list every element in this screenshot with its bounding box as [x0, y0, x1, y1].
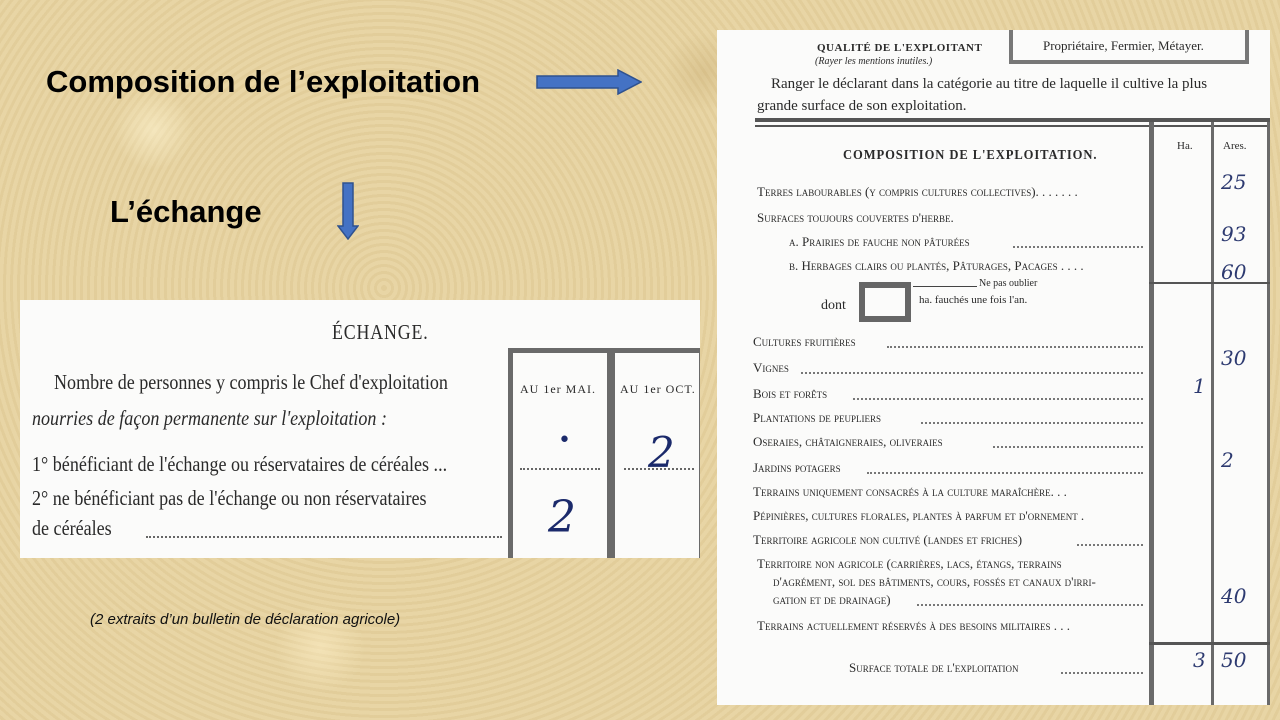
echange-value-row1-mai: •	[558, 428, 571, 453]
echange-line-4: 2° ne bénéficiant pas de l'échange ou non réservataires	[32, 486, 427, 510]
dont-note: ha. fauchés une fois l'an.	[919, 294, 1028, 306]
row-bois-forets: Bois et forêts	[753, 386, 828, 401]
echange-col-header-mai: AU 1er MAI.	[520, 382, 596, 396]
echange-title: ÉCHANGE.	[332, 320, 429, 344]
composition-extract-image	[717, 30, 1270, 705]
row-surface-totale: Surface totale de l'exploitation	[849, 660, 1019, 675]
row-terres-labourables: Terres labourables (y compris cultures collectives). . . . . . .	[757, 184, 1078, 199]
value-total-ares: 50	[1221, 648, 1247, 672]
column-header-ha: Ha.	[1177, 140, 1193, 152]
qualite-options: Propriétaire, Fermier, Métayer.	[1043, 38, 1204, 53]
caption: (2 extraits d’un bulletin de déclaration agricole)	[90, 611, 401, 628]
echange-line-5: de céréales	[32, 516, 112, 540]
note-ne-pas-oublier: Ne pas oublier	[979, 278, 1038, 289]
dot-leader	[853, 398, 1143, 400]
row-territoire-non-agricole-3: gation et de drainage)	[773, 592, 891, 607]
dot-leader	[867, 472, 1143, 474]
dot-leader	[801, 372, 1143, 374]
value-bois-ha: 1	[1193, 374, 1206, 398]
row-peupliers: Plantations de peupliers	[753, 410, 882, 425]
row-surfaces-herbe: Surfaces toujours couvertes d'herbe.	[757, 210, 954, 225]
title-echange: L’échange	[110, 194, 262, 229]
value-herbages-ares: 60	[1221, 260, 1247, 284]
dont-box	[859, 282, 911, 322]
row-herbages: b. Herbages clairs ou plantés, Pâturages, Pacages . . . .	[789, 258, 1084, 273]
row-maraichere: Terrains uniquement consacrés à la culture maraîchère. . .	[753, 484, 1067, 499]
ranger-line-1: Ranger le déclarant dans la catégorie au titre de laquelle il cultive la plus	[771, 76, 1208, 92]
dont-label: dont	[821, 298, 846, 313]
dot-leader	[887, 346, 1143, 348]
dot-leader	[1077, 544, 1143, 546]
echange-cell-line	[520, 468, 600, 470]
row-prairies-fauche: a. Prairies de fauche non pâturées	[789, 234, 970, 249]
qualite-note: (Rayer les mentions inutiles.)	[815, 56, 933, 67]
echange-extract-image	[20, 300, 700, 558]
divider	[755, 118, 1270, 122]
column-ares-right-border	[1267, 122, 1270, 705]
row-territoire-agricole: Territoire agricole non cultivé (landes et friches)	[753, 532, 1023, 547]
row-jardins-potagers: Jardins potagers	[753, 460, 841, 475]
value-jardins-ares: 2	[1221, 448, 1234, 472]
row-militaires: Terrains actuellement réservés à des besoins militaires . . .	[757, 618, 1071, 633]
note-pointer-line	[913, 286, 977, 287]
column-ha-left-border	[1149, 122, 1154, 705]
echange-value-row1-oct: 2	[648, 428, 675, 477]
row-cultures-fruitieres: Cultures fruitières	[753, 334, 856, 349]
dot-leader	[1013, 246, 1143, 248]
total-divider	[1149, 642, 1270, 645]
dot-leader	[993, 446, 1143, 448]
row-territoire-non-agricole-2: d'agrément, sol des bâtiments, cours, fossés et canaux d'irri-	[773, 574, 1096, 589]
dot-leader	[921, 422, 1143, 424]
dot-leader	[917, 604, 1143, 606]
arrow-right-icon	[536, 69, 642, 95]
echange-col-header-oct: AU 1er OCT.	[620, 382, 696, 396]
row-pepinieres: Pépinières, cultures florales, plantes à parfum et d'ornement .	[753, 508, 1085, 523]
column-header-ares: Ares.	[1223, 140, 1247, 152]
echange-line-2	[32, 406, 387, 431]
value-terres-ares: 25	[1221, 170, 1247, 194]
title-composition: Composition de l’exploitation	[46, 64, 480, 99]
echange-line-1: Nombre de personnes y compris le Chef d'exploitation	[54, 370, 448, 394]
value-prairies-ares: 93	[1221, 222, 1247, 246]
row-divider	[1149, 282, 1270, 284]
divider	[755, 125, 1270, 127]
composition-section-title: COMPOSITION DE L'EXPLOITATION.	[843, 148, 1098, 163]
echange-line-3: 1° bénéficiant de l'échange ou réservataires de céréales ...	[32, 452, 448, 476]
row-territoire-non-agricole: Territoire non agricole (carrières, lacs, étangs, terrains	[757, 556, 1062, 571]
arrow-down-icon	[337, 182, 359, 240]
value-non-agricole-ares: 40	[1221, 584, 1247, 608]
echange-dot-leader	[146, 536, 502, 538]
qualite-label: QUALITÉ DE L'EXPLOITANT	[817, 42, 983, 54]
echange-value-row2-mai: 2	[548, 492, 576, 543]
echange-line-2-text: nourries de façon permanente sur l'exploitation :	[32, 406, 387, 430]
value-vignes-ares: 30	[1221, 346, 1247, 370]
ranger-line-2: grande surface de son exploitation.	[757, 98, 967, 114]
column-ares-left-border	[1211, 122, 1214, 705]
row-oseraies: Oseraies, châtaigneraies, oliveraies	[753, 434, 943, 449]
value-total-ha: 3	[1193, 648, 1206, 672]
dot-leader	[1061, 672, 1143, 674]
row-vignes: Vignes	[753, 360, 789, 375]
